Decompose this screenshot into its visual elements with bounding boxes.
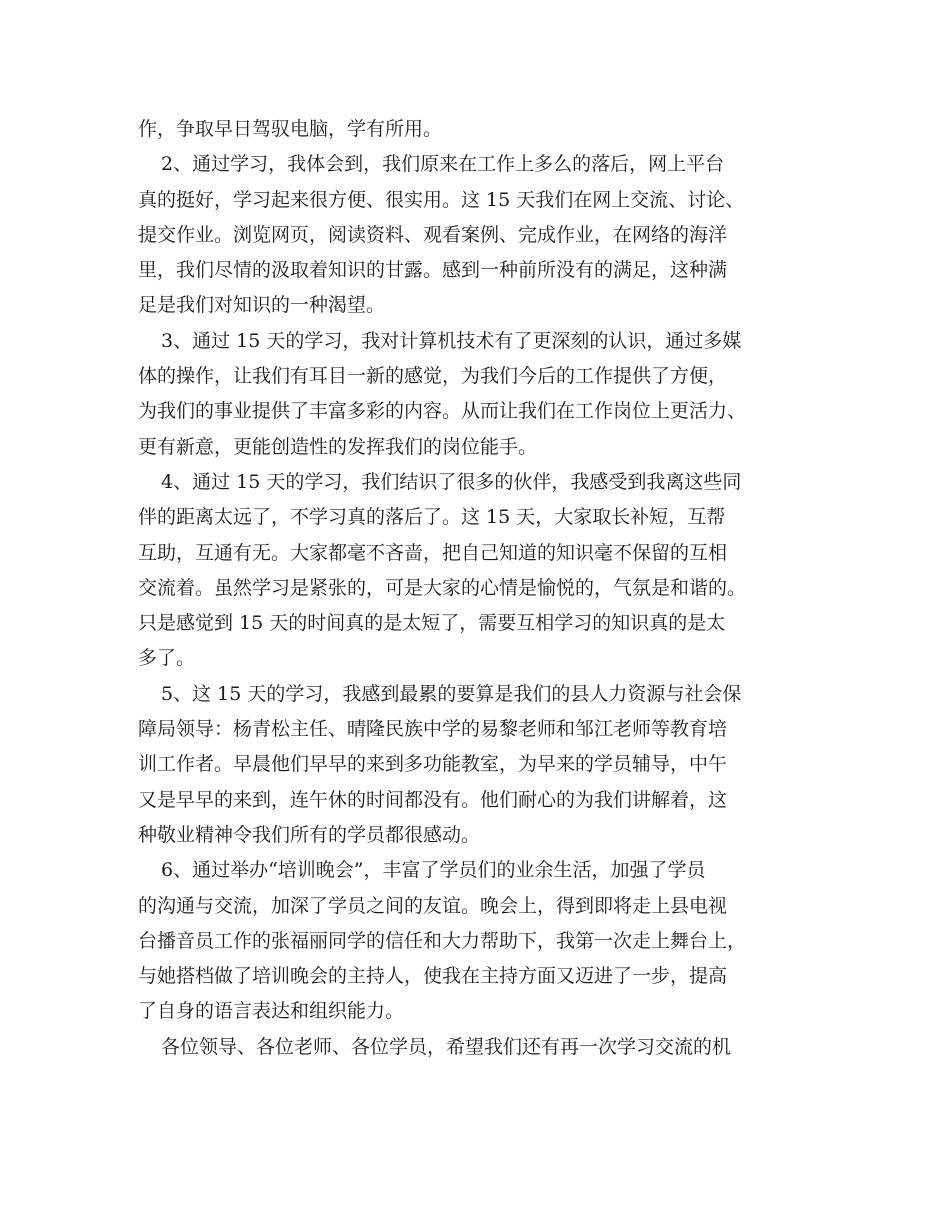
text-line: 真的挺好，学习起来很方便、很实用。这 15 天我们在网上交流、讨论、 <box>138 188 745 211</box>
text-line: 2、通过学习，我体会到，我们原来在工作上多么的落后，网上平台 <box>161 153 725 176</box>
text-line: 各位领导、各位老师、各位学员，希望我们还有再一次学习交流的机 <box>161 1035 732 1058</box>
text-line: 训工作者。早晨他们早早的来到多功能教室，为早来的学员辅导，中午 <box>138 753 728 776</box>
text-line: 5、这 15 天的学习，我感到最累的要算是我们的县人力资源与社会保 <box>161 682 742 705</box>
text-line: 台播音员工作的张福丽同学的信任和大力帮助下，我第一次走上舞台上， <box>138 929 747 952</box>
text-line: 为我们的事业提供了丰富多彩的内容。从而让我们在工作岗位上更活力、 <box>138 400 747 423</box>
text-line: 与她搭档做了培训晚会的主持人，使我在主持方面又迈进了一步，提高 <box>138 965 728 988</box>
text-line: 障局领导：杨青松主任、晴隆民族中学的易黎老师和邹江老师等教育培 <box>138 718 728 741</box>
text-line: 多了。 <box>138 647 196 670</box>
text-line: 伴的距离太远了，不学习真的落后了。这 15 天，大家取长补短，互帮 <box>138 506 726 529</box>
text-line: 更有新意，更能创造性的发挥我们的岗位能手。 <box>138 435 538 458</box>
text-line: 作，争取早日驾驭电脑，学有所用。 <box>138 118 443 140</box>
text-line: 6、通过举办“培训晚会”，丰富了学员们的业余生活，加强了学员 <box>161 859 706 882</box>
text-line: 只是感觉到 15 天的时间真的是太短了，需要互相学习的知识真的是太 <box>138 612 726 635</box>
text-line: 交流着。虽然学习是紧张的，可是大家的心情是愉悦的，气氛是和谐的。 <box>138 576 747 599</box>
text-line: 里，我们尽情的汲取着知识的甘露。感到一种前所没有的满足，这种满 <box>138 259 728 282</box>
text-line: 提交作业。浏览网页，阅读资料、观看案例、完成作业，在网络的海洋 <box>138 223 728 246</box>
text-line: 的沟通与交流，加深了学员之间的友谊。晚会上，得到即将走上县电视 <box>138 894 728 917</box>
document-body <box>138 112 828 1065</box>
text-line: 种敬业精神令我们所有的学员都很感动。 <box>138 823 481 846</box>
text-line: 3、通过 15 天的学习，我对计算机技术有了更深刻的认识，通过多媒 <box>161 329 742 352</box>
text-line: 足是我们对知识的一种渴望。 <box>138 294 386 317</box>
text-line: 体的操作，让我们有耳目一新的感觉，为我们今后的工作提供了方便， <box>138 365 728 388</box>
text-line: 4、通过 15 天的学习，我们结识了很多的伙伴，我感受到我离这些同 <box>161 470 742 493</box>
text-line: 了自身的语言表达和组织能力。 <box>138 1000 405 1023</box>
text-line: 互助，互通有无。大家都毫不吝啬，把自己知道的知识毫不保留的互相 <box>138 541 728 564</box>
text-line: 又是早早的来到，连午休的时间都没有。他们耐心的为我们讲解着，这 <box>138 788 728 811</box>
